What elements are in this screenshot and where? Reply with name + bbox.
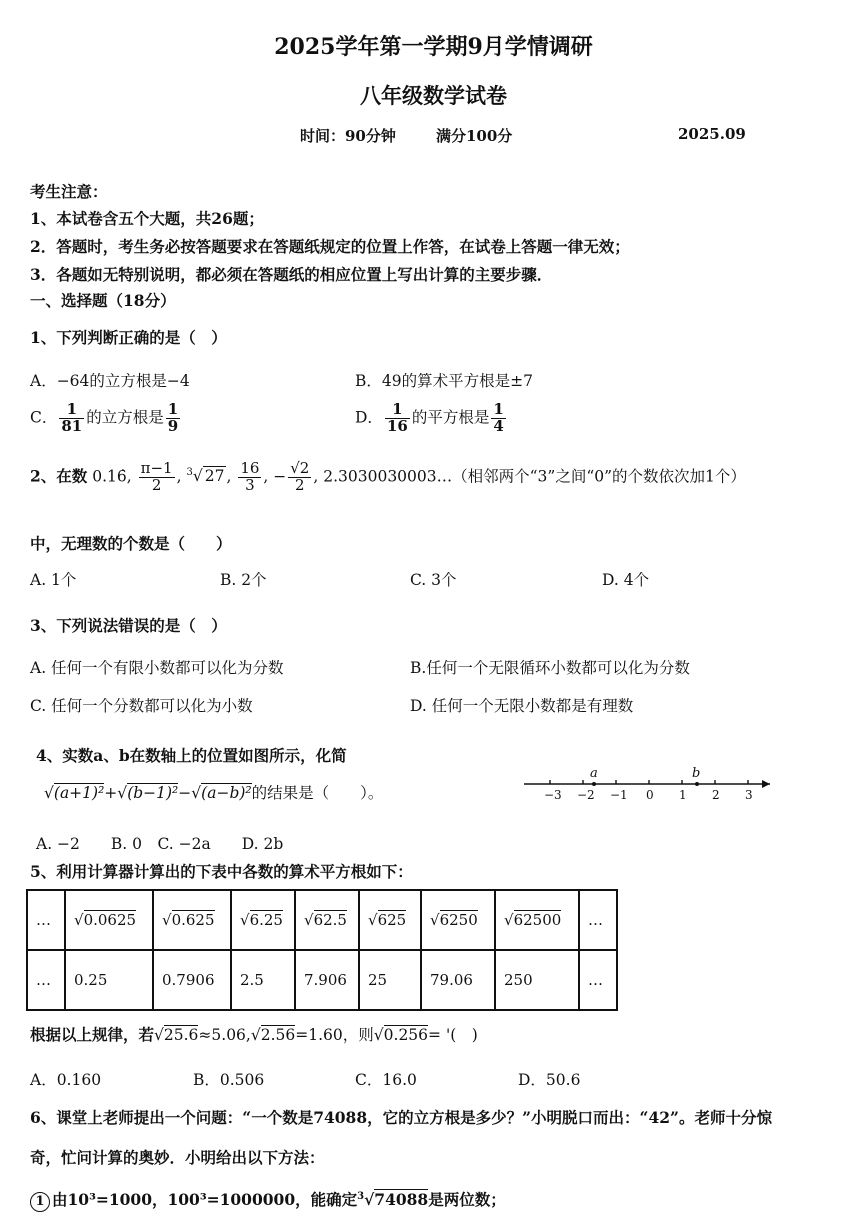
notice-item: 2．答题时，考生务必按答题要求在答题纸规定的位置上作答，在试卷上答题一律无效； [30,237,630,256]
q1-d-mid: 的平方根是 [411,408,490,427]
table-cell: √0.625 [153,890,231,950]
exam-date: 2025.09 [678,125,746,143]
q3-option-c: C. 任何一个分数都可以化为小数 [30,697,253,715]
tick-label: −1 [610,788,628,802]
exam-title: 2025学年第一学期9月学情调研 [274,34,593,60]
tick-label: −3 [544,788,562,802]
table-cell: … [27,950,65,1010]
q1-d-prefix: D． [355,408,383,427]
table-cell: √6.25 [231,890,295,950]
table-cell: 7.906 [295,950,359,1010]
q4-expression: √(a+1)²+√(b−1)²−√(a−b)²的结果是（ ）。 [44,784,384,802]
table-cell: √62500 [495,890,579,950]
tick-label: 2 [712,788,720,802]
arrow-icon [762,780,770,788]
q2-tail: 2.3030030003…（相邻两个“3”之间“0”的个数依次加1个） [323,467,746,486]
question-4-stem: 4、实数a、b在数轴上的位置如图所示，化简 [36,746,347,765]
q6-step-tail: 是两位数； [428,1190,506,1209]
table-row [27,950,617,1010]
point-a [592,782,596,786]
q2-frac3-den: 2 [295,475,305,494]
notice-heading: 考生注意： [30,182,108,201]
q5-rule-root3: 0.256 [383,1026,429,1044]
question-3-stem: 3、下列说法错误的是（ ） [30,616,227,635]
table-cell: 250 [495,950,579,1010]
q4-expression-tail: 的结果是（ ）。 [251,784,384,802]
table-cell: √6250 [421,890,495,950]
q2-number-1: 0.16̇ [92,467,127,486]
table-cell: … [579,890,617,950]
tick-label: 0 [646,788,654,802]
q2-cube-root: 27 [204,467,225,486]
q5-rule-root1: 25.6 [163,1026,199,1044]
q1-d-den1: 16 [386,416,408,435]
exam-time: 时间：90分钟 [300,127,396,145]
q3-option-b: B.任何一个无限循环小数都可以化为分数 [410,659,690,677]
table-cell: … [579,950,617,1010]
section-heading: 一、选择题（18分） [30,291,176,310]
table-cell: √62.5 [295,890,359,950]
question-2-line1: 2、在数 0.16̇, $\frac{\pi-1}{2}$ , $^3$√ 27 , $\frac{16}{3}$ , − $\frac{√2}{2}$ , 2.3030030003…（相邻两个“3”之间“0”的个数依次加1个） [30,459,746,494]
table-cell: √625 [359,890,421,950]
point-a-label: a [590,766,598,781]
q5-option-a: A．0.160 [30,1071,102,1089]
q1-option-b: B．49的算术平方根是±7 [355,372,533,390]
question-1-stem: 1、下列判断正确的是（ ） [30,328,227,347]
q1-d-den2: 4 [493,416,504,435]
table-row [27,890,617,950]
q1-c-den2: 9 [167,416,179,435]
q4-options: A. −2 B. 0 C. −2a D. 2b [36,835,284,853]
question-5-stem: 5、利用计算器计算出的下表中各数的算术平方根如下： [30,862,413,881]
exam-subtitle: 八年级数学试卷 [360,83,507,108]
question-6-line1: 6、课堂上老师提出一个问题：“一个数是74088，它的立方根是多少？”小明脱口而出：“42”。老师十分惊 [30,1108,772,1127]
number-line-labels [520,788,775,804]
q2-option-a: A. 1个 [30,571,77,589]
table-cell: 0.25 [65,950,153,1010]
q1-c-num2: 1 [167,400,179,418]
q2-frac1-den: 2 [151,475,162,494]
table-cell: 2.5 [231,950,295,1010]
table-cell: 0.7906 [153,950,231,1010]
q2-option-d: D. 4个 [602,571,650,589]
q1-c-prefix: C． [30,408,58,427]
q2-frac2-num: 16 [240,459,260,477]
sqrt-table [26,889,618,1011]
q1-option-d [355,402,508,435]
tick-label: 3 [745,788,753,802]
q1-c-den1: 81 [61,416,83,435]
q1-d-num2: 1 [493,400,504,418]
step-number-badge: 1 [30,1192,50,1212]
q6-step-root: 74088 [374,1190,429,1209]
tick-label: 1 [679,788,687,802]
exam-score: 满分100分 [436,127,513,145]
q5-rule-prefix: 根据以上规律，若 [30,1025,155,1044]
q2-option-b: B. 2个 [220,571,267,589]
q1-c-num1: 1 [59,402,84,419]
q5-rule-val3: = '( ) [428,1026,478,1044]
q2-stem: 2、在数 [30,466,88,486]
q5-option-c: C．16.0 [355,1071,417,1089]
q5-option-d: D．50.6 [518,1071,581,1089]
q2-option-c: C. 3个 [410,571,457,589]
q5-rule-root2: 2.56 [260,1026,296,1044]
q3-option-a: A. 任何一个有限小数都可以化为分数 [30,659,284,677]
notice-item: 1、本试卷含五个大题，共26题； [30,209,264,228]
point-b-label: b [692,766,701,781]
table-cell: √0.0625 [65,890,153,950]
notice-item: 3．各题如无特别说明，都必须在答题纸的相应位置上写出计算的主要步骤． [30,265,553,284]
q2-frac1-num: π−1 [140,459,173,477]
tick-label: −2 [577,788,595,802]
q6-step-1: 1 由10³=1000，100³=1000000，能确定$^3$√74088是两位数； [30,1188,506,1212]
q2-line2: 中，无理数的个数是（ ） [30,534,232,553]
q5-rule: 根据以上规律，若√25.6≈5.06,√2.56=1.60，则√0.256= '( ) [30,1025,478,1044]
q2-frac3-num: √2 [290,459,310,477]
q5-rule-val1: ≈5.06, [198,1026,251,1044]
q5-option-b: B．0.506 [193,1071,265,1089]
q1-d-num1: 1 [385,402,410,419]
q1-option-c [30,402,182,435]
table-cell: 25 [359,950,421,1010]
q3-option-d: D. 任何一个无限小数都是有理数 [410,697,634,715]
q1-option-a: A．−64的立方根是−4 [30,372,190,390]
q2-frac2-den: 3 [245,475,255,494]
q5-rule-val2: =1.60，则 [295,1026,374,1044]
question-6-line2: 奇，忙问计算的奥妙．小明给出以下方法： [30,1148,325,1167]
q1-c-mid: 的立方根是 [86,408,164,427]
table-cell: 79.06 [421,950,495,1010]
table-cell: … [27,890,65,950]
point-b [695,782,699,786]
q6-step-text: 由10³=1000，100³=1000000，能确定 [52,1190,358,1209]
